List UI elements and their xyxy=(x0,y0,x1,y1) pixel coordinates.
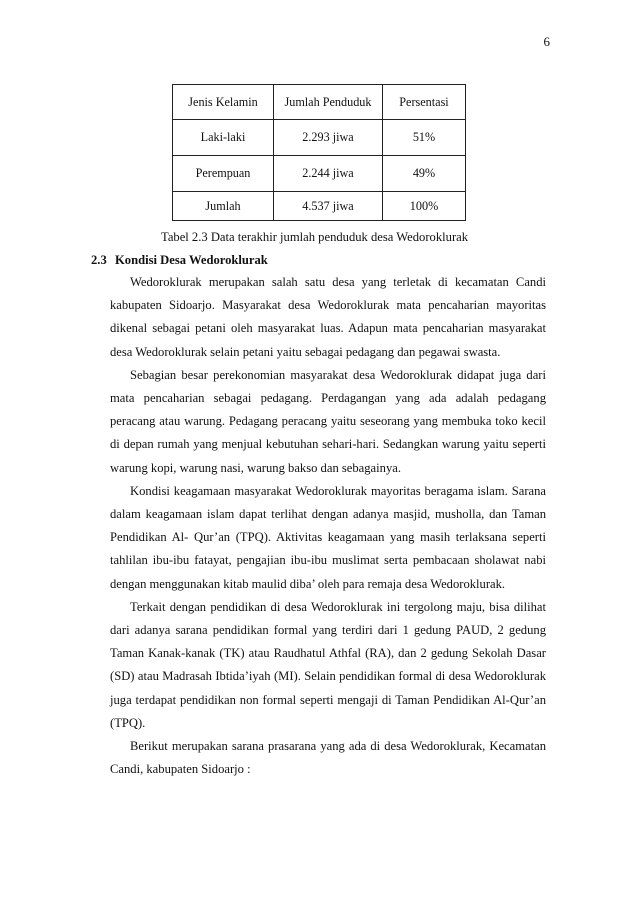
page-number: 6 xyxy=(543,34,550,49)
table-cell: 51% xyxy=(383,120,466,156)
paragraph: Berikut merupakan sarana prasarana yang ada di desa Wedoroklurak, Kecamatan Candi, kabupaten Sidoarjo : xyxy=(110,739,546,777)
section-title: Kondisi Desa Wedoroklurak xyxy=(115,253,268,267)
table-row xyxy=(173,156,466,192)
column-header-gender: Jenis Kelamin xyxy=(173,85,274,120)
table-cell: 100% xyxy=(383,192,466,221)
paragraph: Sebagian besar perekonomian masyarakat desa Wedoroklurak didapat juga dari mata pencaharian sebagai pedagang. Perdagangan yang ada adalah pedagang peracang atau warung. Pedagang peracang yaitu seseorang yang membuka toko kecil di depan rumah yang menjual kebutuhan sehari-hari. Sedangkan warung yaitu seperti warung kopi, warung nasi, warung bakso dan sebagainya. xyxy=(110,367,546,475)
table-row xyxy=(173,120,466,156)
table-cell: Perempuan xyxy=(173,156,274,192)
population-table xyxy=(172,84,466,221)
column-header-percentage: Persentasi xyxy=(383,85,466,120)
table-cell: 2.293 jiwa xyxy=(274,120,383,156)
column-header-population: Jumlah Penduduk xyxy=(274,85,383,120)
table-caption: Tabel 2.3 Data terakhir jumlah penduduk desa Wedoroklurak xyxy=(161,230,469,244)
table-cell: 49% xyxy=(383,156,466,192)
table-row-total xyxy=(173,192,466,221)
paragraph: Kondisi keagamaan masyarakat Wedoroklurak mayoritas beragama islam. Sarana dalam keagamaan islam dapat terlihat dengan adanya masjid, musholla, dan Taman Pendidikan Al- Qur’an (TPQ). Aktivitas keagamaan yang masih terlaksana seperti tahlilan ibu-ibu fatayat, pengajian ibu-ibu muslimat serta pembacaan sholawat nabi dengan menggunakan kitab maulid diba’ oleh para remaja desa Wedoroklurak. xyxy=(110,483,546,591)
body-text xyxy=(110,271,546,781)
table-cell: Jumlah xyxy=(173,192,274,221)
table-cell: Laki-laki xyxy=(173,120,274,156)
paragraph: Terkait dengan pendidikan di desa Wedoroklurak ini tergolong maju, bisa dilihat dari adanya sarana pendidikan formal yang terdiri dari 1 gedung PAUD, 2 gedung Taman Kanak-kanak (TK) atau Raudhatul Athfal (RA), dan 2 gedung Sekolah Dasar (SD) atau Madrasah Ibtida’iyah (MI). Selain pendidikan formal di desa Wedoroklurak juga terdapat pendidikan non formal seperti mengaji di Taman Pendidikan Al-Qur’an (TPQ). xyxy=(110,599,546,730)
section-heading xyxy=(91,253,268,268)
table-cell: 4.537 jiwa xyxy=(274,192,383,221)
section-number: 2.3 xyxy=(91,253,107,267)
paragraph: Wedoroklurak merupakan salah satu desa yang terletak di kecamatan Candi kabupaten Sidoarjo. Masyarakat desa Wedoroklurak mata pencaharian mayoritas dikenal sebagai petani oleh masyarakat luas. Adapun mata pencaharian masyarakat desa Wedoroklurak selain petani yaitu sebagai pedagang dan pegawai swasta. xyxy=(110,275,546,359)
table-cell: 2.244 jiwa xyxy=(274,156,383,192)
table-header-row xyxy=(173,85,466,120)
